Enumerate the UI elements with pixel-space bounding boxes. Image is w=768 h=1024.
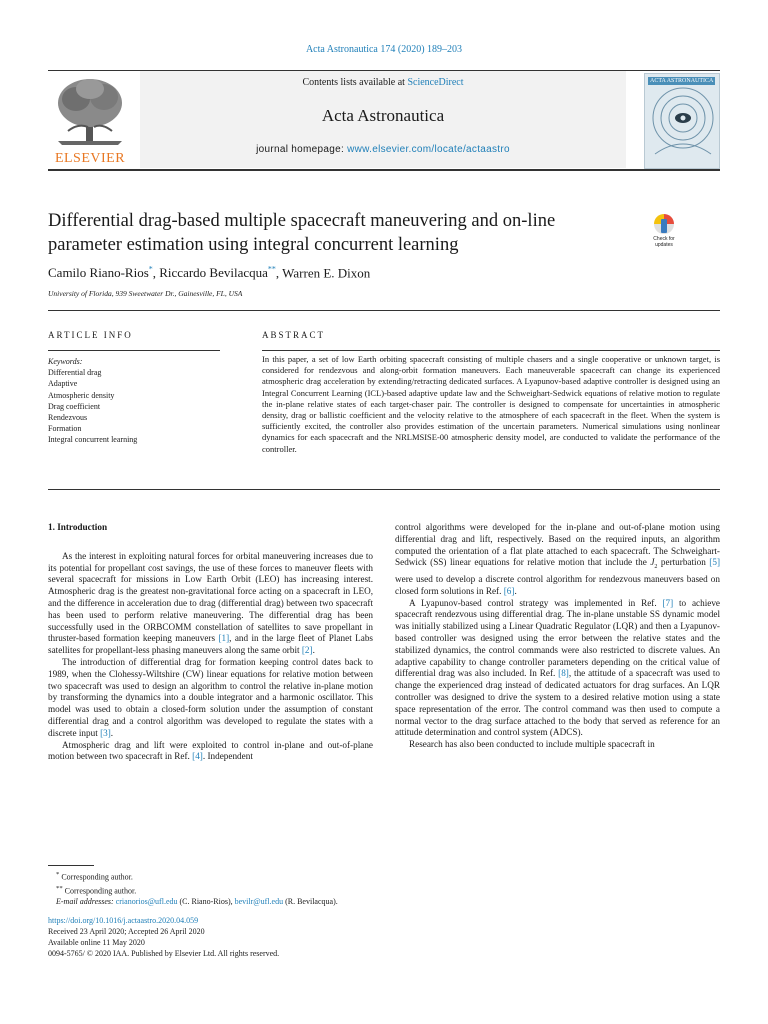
journal-reference-link[interactable]: Acta Astronautica 174 (2020) 189–203: [305, 44, 463, 55]
journal-title: Acta Astronautica: [321, 106, 445, 125]
homepage-line: [140, 144, 626, 155]
paragraph: The introduction of differential drag for formation keeping control dates back to 1989, when the Clohessy-Wiltshire (CW) linear equations for relative motion between two spacecraft was used to design an algorithm to control the relative in-plane motion by transforming the dynamics into a double integrator and a harmonic oscillator. This model was used to obtain a closed-form solution under the assumption of constant differential drag and a control algorithm was developed to regulate the states with a discrete input [3].: [48, 656, 373, 738]
homepage-prefix: journal homepage:: [256, 144, 348, 155]
keyword: Atmospheric density: [48, 390, 115, 400]
crossmark-label: Check for updates: [653, 236, 675, 248]
abstract-heading: ABSTRACT: [262, 330, 326, 340]
keyword: Drag coefficient: [48, 401, 101, 411]
doi-link[interactable]: https://doi.org/10.1016/j.actaastro.2020.04.059: [48, 916, 199, 925]
elsevier-wordmark: ELSEVIER: [54, 151, 126, 166]
divider: [262, 350, 720, 351]
footnote: * Corresponding author.: [56, 871, 133, 882]
paragraph: A Lyapunov-based control strategy was implemented in Ref. [7] to achieve spacecraft rendezvous using differential drag. The in-plane unstable SS dynamic model was initially stabilized using a Linear Quadratic Regulator (LQR) and then a Lyapunov-based controller was designed using the error between the relative states and the stabilized dynamics, the control commands were also restricted to discrete values. An adaptive capability to change controller parameters depending on the critical value of differential drag was also included. In Ref. [8], the attitude of a spacecraft was used to change the experienced drag instead of dedicated actuators for drag surfaces. An LQR controller was designed to drive the system to a desired relative motion using a state space representation of the error. The control command was then used to compute a normal vector to the drag surface attached to the body that served as reference for an attitude determination and control system (ADCS).: [395, 597, 721, 738]
paper-title: Differential drag-based multiple spacecraft maneuvering and on-line parameter estimation using integral concurrent learning: [48, 211, 556, 255]
corresponding-mark[interactable]: *: [148, 265, 153, 274]
keyword: Integral concurrent learning: [48, 435, 138, 445]
footnote: ** Corresponding author.: [56, 884, 137, 896]
masthead-center: [140, 71, 626, 168]
keywords-block: [48, 356, 137, 446]
abstract-text: In this paper, a set of low Earth orbiting spacecraft consisting of multiple chasers and a single cooperative or unknown target, is considered for rendezvous and along-orbit formation maneuvers. Each maneuverable spacecraft can change its experienced atmospheric drag acceleration by extending/retracting dedicated surfaces. A Lyapunov-based adaptive controller is designed using an Integral Concurrent Learning (ICL)-based adaptive update law and the Schweighart-Sedwick equations of relative motion to regulate the in-plane relative states of each target-chaser pair. The controller is designed to compensate for uncertainties in atmospheric density, drag or ballistic coefficient and the velocity relative to the atmosphere of each spacecraft in the fleet. When the system is sufficiently excited, the controller also provides estimation of the uncertain parameters. Numerical simulations using nonlinear dynamics for each spacecraft and the NRLMSISE-00 atmospheric density model, are conducted to validate the performance of the controller.: [262, 354, 720, 454]
cover-title: ACTA ASTRONAUTICA: [650, 78, 714, 84]
citation-link[interactable]: [4]: [192, 751, 203, 762]
keywords-label: Keywords:: [48, 357, 83, 366]
sciencedirect-link[interactable]: ScienceDirect: [407, 77, 464, 88]
divider: [48, 350, 220, 351]
footnote-divider: [48, 865, 94, 866]
paragraph: As the interest in exploiting natural forces for orbital maneuvering increases due to its potential for propellant cost savings, the use of these forces to maneuver fleets with several spacecraft for missions in Low Earth Orbit (LEO) has increasing interest. Atmospheric drag is the greatest non-gravitational force acting on a spacecraft in LEO, and the difference in acceleration due to drag (differential drag) between two spacecraft has been used to perform relative maneuvering. The differential drag has been successfully used in the ORBCOMM constellation of satellites to save propellant in thruster-based formation keeping maneuvers [1], and in the large fleet of Planet Labs satellites for propellant-less phasing maneuvers along the same orbit [2].: [48, 550, 373, 656]
article-info-heading: ARTICLE INFO: [48, 330, 133, 340]
keyword: Adaptive: [48, 379, 78, 389]
body-right-column: [395, 522, 720, 751]
journal-masthead: [48, 70, 720, 171]
citation-link[interactable]: [7]: [662, 597, 674, 608]
contents-line: [140, 77, 626, 88]
divider: [48, 489, 720, 490]
received-dates: Received 23 April 2020; Accepted 26 April 2020: [48, 927, 205, 936]
body-left-column: [48, 522, 373, 763]
email-link[interactable]: crianorios@ufl.edu: [115, 897, 178, 907]
section-heading: 1. Introduction: [48, 522, 108, 532]
crossmark-icon: [646, 213, 682, 237]
online-date: Available online 11 May 2020: [48, 938, 145, 947]
journal-cover-thumbnail[interactable]: [644, 73, 720, 169]
citation-link[interactable]: [5]: [709, 557, 721, 568]
copyright: 0094-5765/ © 2020 IAA. Published by Elsevier Ltd. All rights reserved.: [48, 949, 280, 958]
contents-prefix: Contents lists available at: [302, 77, 408, 88]
author[interactable]: Camilo Riano-Rios*: [48, 265, 153, 281]
citation-link[interactable]: [8]: [558, 668, 569, 679]
citation-link[interactable]: [1]: [218, 633, 230, 644]
keyword: Differential drag: [48, 368, 102, 378]
keyword: Formation: [48, 424, 82, 434]
email-link[interactable]: bevilr@ufl.edu: [234, 897, 284, 907]
citation-link[interactable]: [2]: [301, 645, 313, 656]
footnotes: [48, 869, 338, 907]
cover-art-icon: [645, 74, 719, 168]
paragraph: Atmospheric drag and lift were exploited to control in-plane and out-of-plane motion between two spacecraft in Ref. [4]. Independent: [48, 739, 373, 762]
keyword: Rendezvous: [48, 413, 88, 423]
citation-link[interactable]: [6]: [503, 585, 515, 596]
email-line: E-mail addresses: crianorios@ufl.edu (C. Riano-Rios), bevilr@ufl.edu (R. Bevilacqua).: [56, 897, 338, 907]
author[interactable]: Warren E. Dixon: [282, 265, 371, 281]
paragraph: control algorithms were developed for the in-plane and out-of-plane motion using differential drag and lift, respectively. Based on the required inputs, an algorithm computed the orientation of a flat plate attached to each spacecraft. The Schweighart-Sedwick (SS) linear equations for relative motion that include the $J_2$ perturbation [5] were used to develop a discrete control algorithm for rendezvous maneuvers based on closed form solutions in Ref. [6].: [395, 522, 721, 596]
publication-info: [48, 915, 279, 959]
citation-link[interactable]: [3]: [100, 727, 111, 738]
author[interactable]: Riccardo Bevilacqua**: [159, 265, 276, 281]
author-list: Camilo Riano-Rios*, Riccardo Bevilacqua**, Warren E. Dixon: [48, 265, 371, 281]
homepage-link[interactable]: www.elsevier.com/locate/actaastro: [347, 144, 510, 155]
divider: [48, 310, 720, 311]
paragraph: Research has also been conducted to include multiple spacecraft in: [409, 739, 655, 750]
check-for-updates-badge[interactable]: [646, 213, 682, 253]
affiliation: University of Florida, 939 Sweetwater Dr., Gainesville, FL, USA: [48, 289, 243, 298]
corresponding-mark[interactable]: **: [267, 265, 276, 274]
